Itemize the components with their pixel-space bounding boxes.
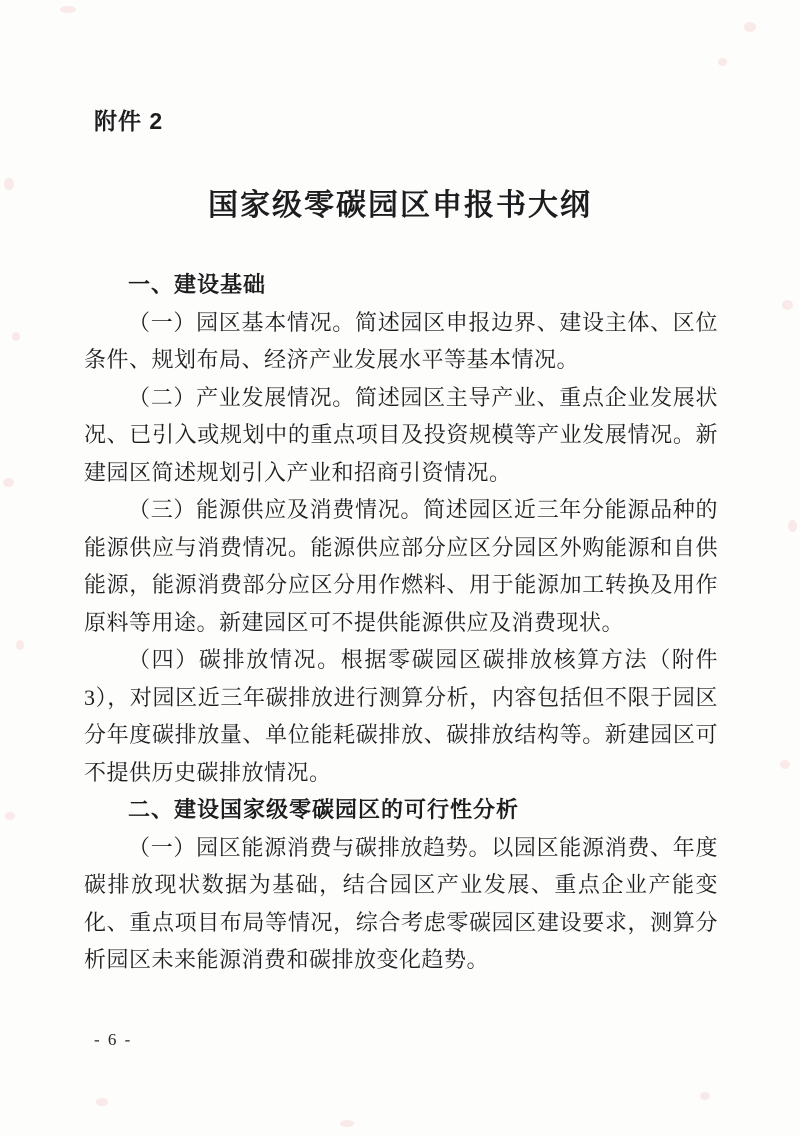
scan-artifact [782,300,793,310]
paragraph-energy-carbon-trend: （一）园区能源消费与碳排放趋势。以园区能源消费、年度碳排放现状数据为基础，结合园区产业发展、重点企业产能变化、重点项目布局等情况，综合考虑零碳园区建设要求，测算分析园区未来能源消费和碳排放变化趋势。 [84,834,718,972]
document-body [84,266,718,979]
scan-artifact [5,812,15,820]
section-heading-2: 二、建设国家级零碳园区的可行性分析 [128,797,520,822]
paragraph-basic-situation: （一）园区基本情况。简述园区申报边界、建设主体、区位条件、规划布局、经济产业发展水平等基本情况。 [84,309,718,372]
scan-artifact [700,1092,710,1100]
scan-artifact [718,58,727,66]
scan-artifact [744,22,756,32]
scan-artifact [16,640,24,650]
scan-artifact [780,760,790,769]
scan-artifact [96,1098,108,1106]
scan-artifact [340,1120,354,1127]
document-title: 国家级零碳园区申报书大纲 [208,189,592,222]
paragraph-carbon-emissions: （四）碳排放情况。根据零碳园区碳排放核算方法（附件 3），对园区近三年碳排放进行测算分析，内容包括但不限于园区分年度碳排放量、单位能耗碳排放、碳排放结构等。新建园区可不提供历史碳排放情况。 [84,647,718,785]
page-number: - 6 - [94,1030,133,1049]
section-heading-1: 一、建设基础 [128,272,267,297]
scan-artifact [3,478,14,487]
paragraph-industry-development: （二）产业发展情况。简述园区主导产业、重点企业发展状况、已引入或规划中的重点项目及投资规模等产业发展情况。新建园区简述规划引入产业和招商引资情况。 [84,384,718,485]
paragraph-energy-supply-consumption: （三）能源供应及消费情况。简述园区近三年分能源品种的能源供应与消费情况。能源供应部分应区分园区外购能源和自供能源，能源消费部分应区分用作燃料、用于能源加工转换及用作原料等用途。新建园区可不提供能源供应及消费现状。 [84,497,718,635]
scan-artifact [12,332,20,341]
scan-artifact [788,520,797,532]
scan-artifact [60,6,76,13]
attachment-label: 附件 2 [94,108,164,134]
